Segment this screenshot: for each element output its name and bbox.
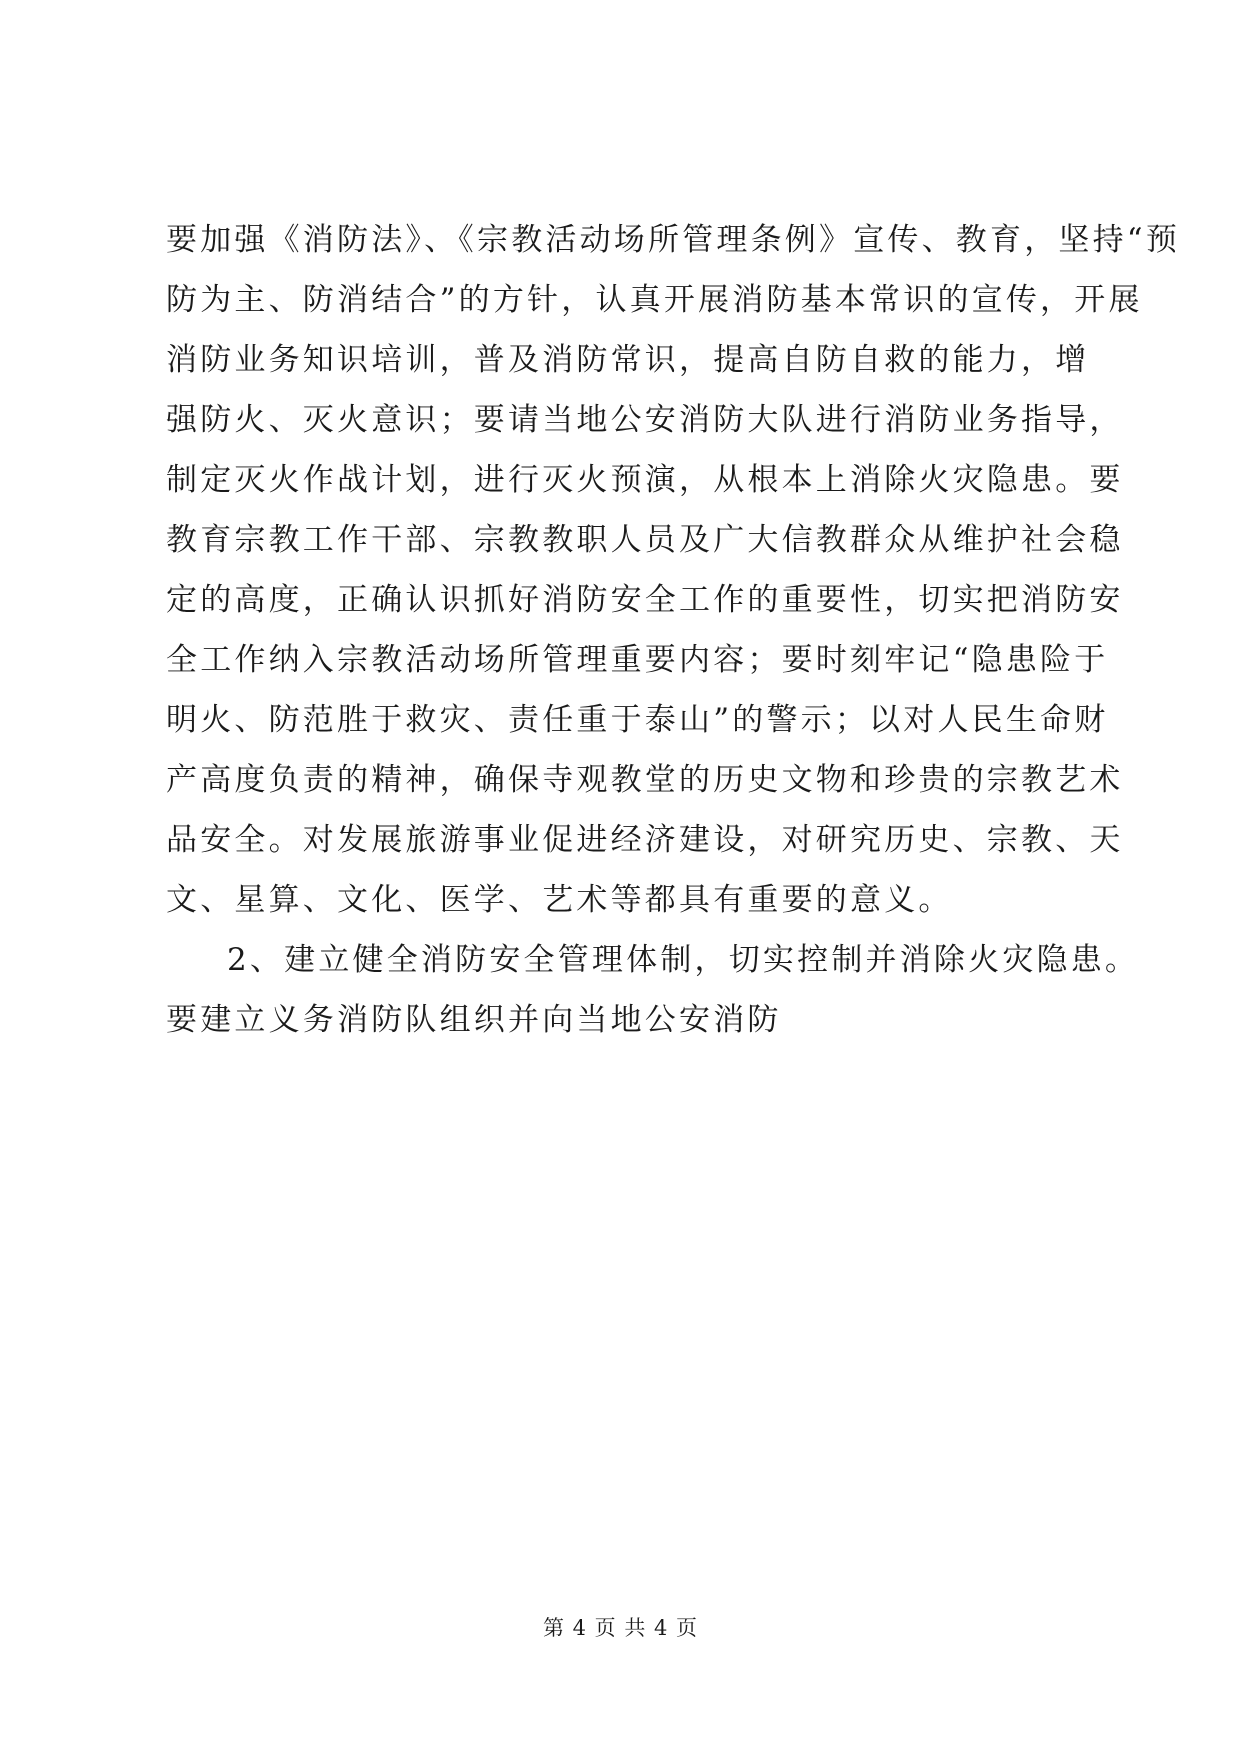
- text-line: 文、星算、文化、医学、艺术等都具有重要的意义。: [166, 882, 953, 918]
- text-line: 要加强《消防法》、《宗教活动场所管理条例》宣传、教育，坚持“预: [166, 222, 1181, 258]
- text-line: 产高度负责的精神，确保寺观教堂的历史文物和珍贵的宗教艺术: [166, 762, 1124, 798]
- text-line: 全工作纳入宗教活动场所管理重要内容；要时刻牢记“隐患险于: [166, 642, 1109, 678]
- text-line: 定的高度，正确认识抓好消防安全工作的重要性，切实把消防安: [166, 582, 1124, 618]
- document-body: [166, 210, 1181, 1050]
- text-line: 制定灭火作战计划，进行灭火预演，从根本上消除火灾隐患。要: [166, 462, 1124, 498]
- text-line: 消防业务知识培训，普及消防常识，提高自防自救的能力，增: [166, 342, 1090, 378]
- text-line: 要建立义务消防队组织并向当地公安消防: [166, 1002, 782, 1038]
- text-line: 防为主、防消结合”的方针，认真开展消防基本常识的宣传，开展: [166, 282, 1143, 318]
- page-number-footer: 第 4 页 共 4 页: [542, 1616, 699, 1640]
- text-line: 教育宗教工作干部、宗教教职人员及广大信教群众从维护社会稳: [166, 522, 1124, 558]
- paragraph-heading-line: 2、建立健全消防安全管理体制，切实控制并消除火灾隐患。: [227, 942, 1140, 978]
- text-line: 品安全。对发展旅游事业促进经济建设，对研究历史、宗教、天: [166, 822, 1124, 858]
- text-line: 强防火、灭火意识；要请当地公安消防大队进行消防业务指导，: [166, 402, 1124, 438]
- text-line: 明火、防范胜于救灾、责任重于泰山”的警示；以对人民生命财: [166, 702, 1109, 738]
